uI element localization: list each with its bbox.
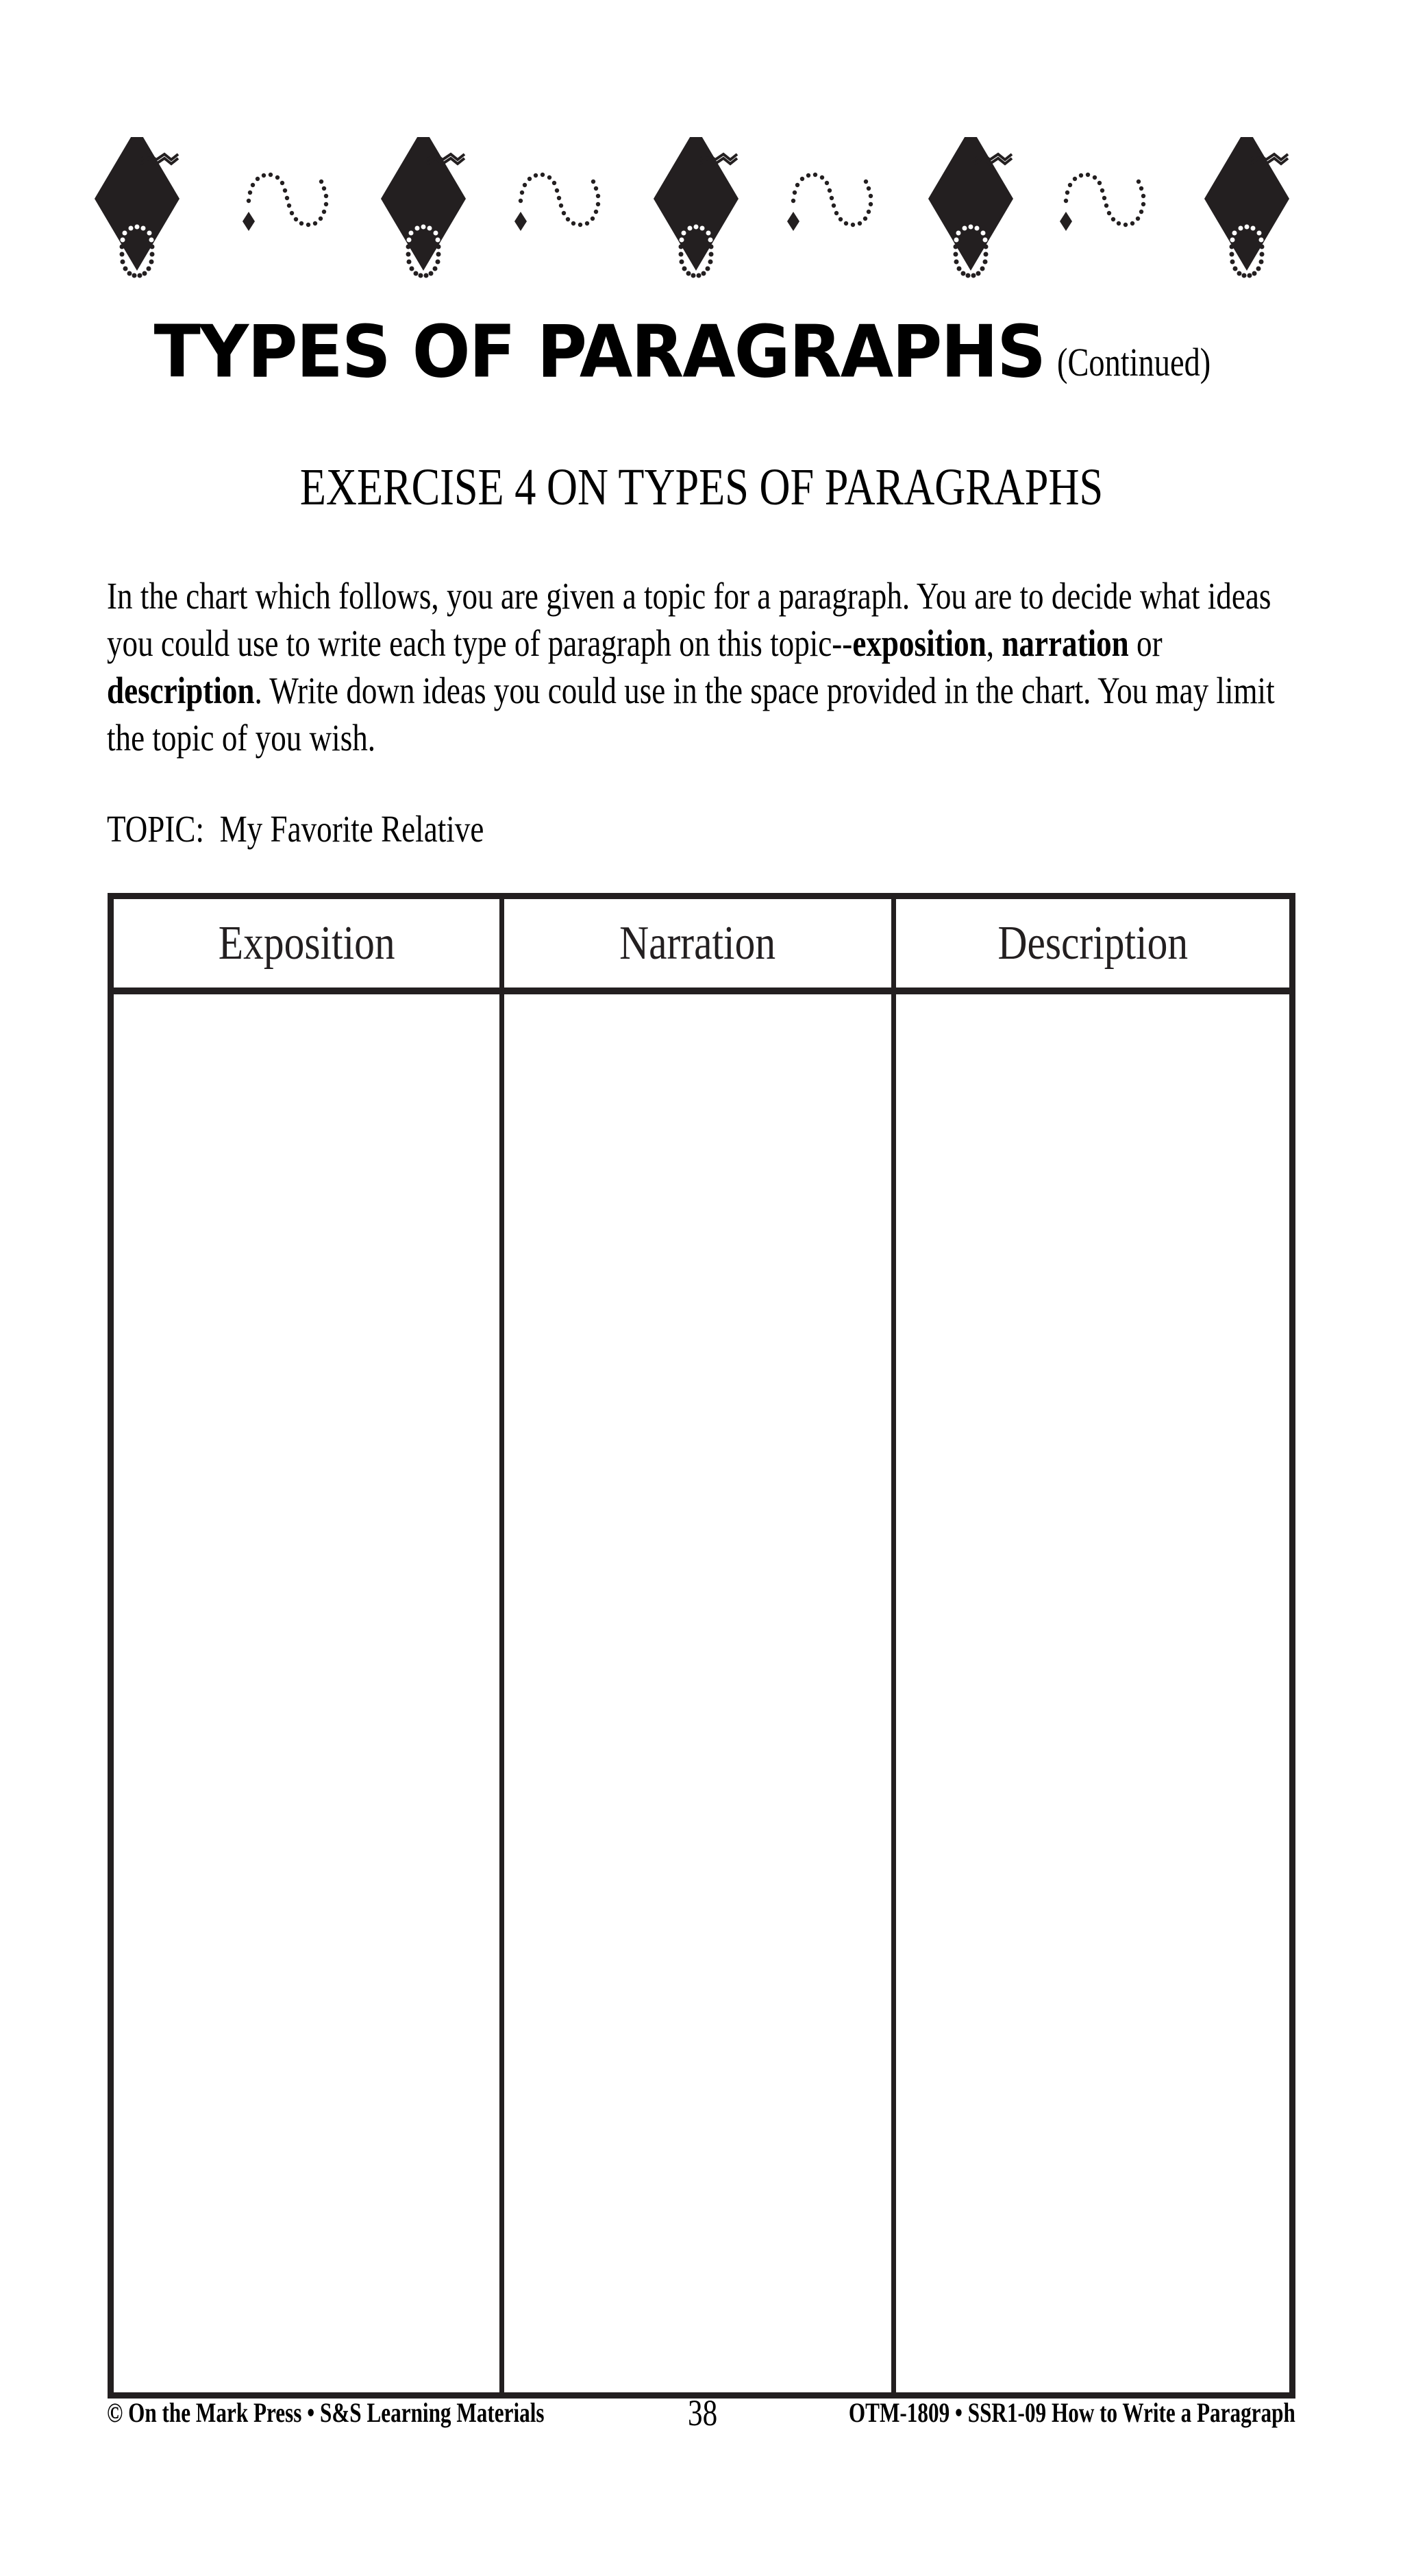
chart-column-divider [891, 893, 896, 2399]
footer-book-title: OTM-1809 • SSR1-09 How to Write a Paragraph [849, 2397, 1295, 2428]
dotted-swirl-icon [514, 173, 600, 231]
separator: , [986, 622, 1002, 664]
instructions-text-1: In the chart which follows, you are given a topic for a paragraph. You are to decide what ideas you could use to write each type of paragraph on this topic-- [107, 575, 1271, 664]
topic-value: My Favorite Relative [219, 808, 484, 850]
narration-answer-area[interactable] [504, 994, 891, 2392]
page-number: 38 [688, 2392, 718, 2433]
description-answer-area[interactable] [896, 994, 1289, 2392]
term-description: description [107, 670, 255, 711]
column-header-narration [504, 899, 891, 988]
column-header-label: Narration [619, 916, 776, 970]
exposition-answer-area[interactable] [114, 994, 499, 2392]
dotted-swirl-icon [243, 173, 328, 231]
dotted-swirl-icon [787, 173, 873, 231]
chart-header-divider [108, 988, 1295, 994]
dotted-swirl-icon [1060, 173, 1145, 231]
graduation-cap-icon [381, 137, 466, 278]
chart-column-divider [499, 893, 504, 2399]
page-title-main: TYPES OF PARAGRAPHS [153, 310, 1045, 394]
graduation-cap-icon [654, 137, 738, 278]
instructions-text-2: . Write down ideas you could use in the space provided in the chart. You may limit the topic of you wish. [107, 670, 1275, 759]
graduation-cap-icon [95, 137, 179, 278]
graduation-cap-icon [928, 137, 1013, 278]
graduation-cap-icon [1204, 137, 1289, 278]
term-exposition: exposition [852, 622, 986, 664]
separator: or [1128, 622, 1163, 664]
exercise-heading: EXERCISE 4 ON TYPES OF PARAGRAPHS [299, 458, 1104, 516]
column-header-label: Description [997, 916, 1188, 970]
page-title [0, 312, 1403, 392]
instructions-paragraph [107, 572, 1309, 761]
column-header-exposition [114, 899, 499, 988]
decorative-border [0, 137, 1403, 288]
topic-label: TOPIC: [107, 808, 205, 850]
topic-line [107, 807, 484, 850]
footer-copyright: © On the Mark Press • S&S Learning Materials [107, 2397, 545, 2428]
column-header-description [896, 899, 1289, 988]
column-header-label: Exposition [218, 916, 395, 970]
page-title-suffix: (Continued) [1057, 340, 1211, 384]
term-narration: narration [1002, 622, 1129, 664]
